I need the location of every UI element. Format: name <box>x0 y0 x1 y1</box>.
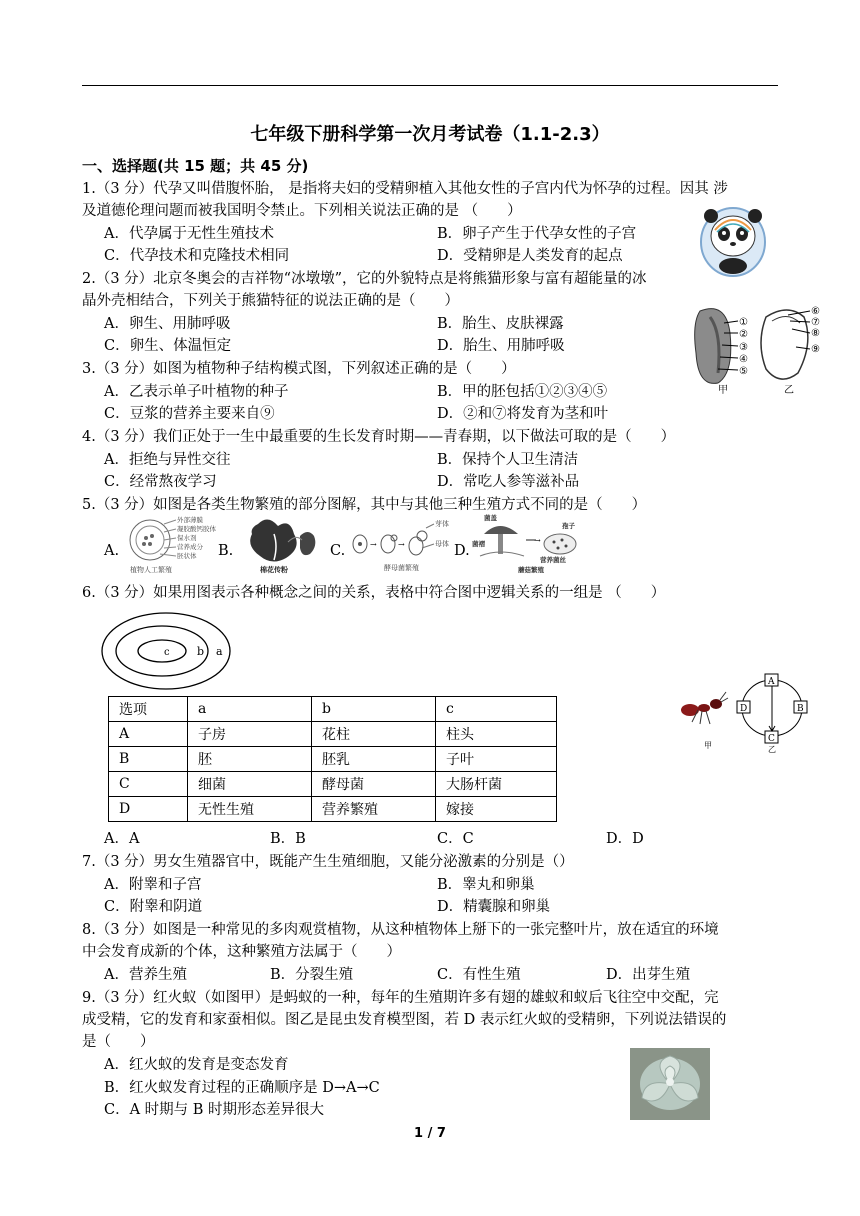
q8-option-a[interactable]: A．营养生殖 <box>104 967 187 983</box>
q5-c-label-mother: 母体 <box>435 540 449 548</box>
q5-image-a-artificial-seed <box>120 514 216 574</box>
q1-option-c[interactable]: C．代孕技术和克隆技术相同 <box>104 248 290 264</box>
seed-num-left-3: ③ <box>739 342 748 353</box>
table-cell: 大肠杆菌 <box>436 772 557 797</box>
table-cell: 无性生殖 <box>188 797 312 822</box>
q2-stem-line2: 晶外壳相结合，下列关于熊猫特征的说法正确的是（ ） <box>82 293 459 309</box>
q8-stem-line1: 8.（3 分）如图是一种常见的多肉观赏植物，从这种植物体上掰下的一张完整叶片，放在适宜的环境 <box>82 922 719 938</box>
table-cell: a <box>188 697 312 722</box>
table-cell: 嫁接 <box>436 797 557 822</box>
q5-image-d-mushroom <box>470 512 582 574</box>
table-row <box>109 747 557 772</box>
q5-stem-line1: 5.（3 分）如图是各类生物繁殖的部分图解，其中与其他三种生殖方式不同的是（ ） <box>82 497 647 513</box>
q4-option-b[interactable]: B．保持个人卫生清洁 <box>437 452 579 468</box>
table-cell: 酵母菌 <box>312 772 436 797</box>
q5-a-label-3: 保水剂 <box>177 534 197 542</box>
page-number: 1 / 7 <box>414 1126 446 1141</box>
table-row <box>109 722 557 747</box>
section-heading: 一、选择题(共 15 题；共 45 分) <box>82 157 309 175</box>
seed-num-right-9: ⑨ <box>811 344 820 355</box>
q7-option-d[interactable]: D．精囊腺和卵巢 <box>437 899 551 915</box>
q5-a-label-2: 凝胶酸钙胶体 <box>177 525 216 533</box>
q9-stem-line2: 成受精，它的发育和家蚕相似。图乙是昆虫发育模型图，若 D 表示红火蚁的受精卵，下列说法错误的 <box>82 1012 727 1028</box>
q8-option-c[interactable]: C．有性生殖 <box>437 967 521 983</box>
q5-a-label-5: 胚状体 <box>177 552 197 560</box>
q1-stem-line1: 1.（3 分）代孕又叫借腹怀胎， 是指将夫妇的受精卵植入其他女性的子宫内代为怀孕的过程。因其 涉 <box>82 181 728 197</box>
q9-option-a[interactable]: A．红火蚁的发育是变态发育 <box>104 1057 289 1073</box>
circle-label-c: c <box>164 647 170 658</box>
bing-dwen-dwen-image <box>693 200 773 280</box>
q5-d-label-mycelium: 营养菌丝 <box>540 556 566 564</box>
q5-a-label-4: 营养成分 <box>177 543 203 551</box>
q7-option-b[interactable]: B．睾丸和卵巢 <box>437 877 535 893</box>
seed-structure-diagram <box>688 303 823 395</box>
table-cell: 选项 <box>109 697 188 722</box>
seed-label-jia: 甲 <box>718 385 728 395</box>
concept-nested-circles-diagram <box>100 610 235 692</box>
table-cell: 胚乳 <box>312 747 436 772</box>
seed-num-left-1: ① <box>739 317 748 328</box>
q9-option-b[interactable]: B．红火蚁发育过程的正确顺序是 D→A→C <box>104 1080 380 1096</box>
cycle-node-b: B <box>797 704 804 714</box>
table-cell: A <box>109 722 188 747</box>
seed-label-yi: 乙 <box>784 385 794 395</box>
table-cell: C <box>109 772 188 797</box>
q1-stem-line2: 及道德伦理问题而被我国明令禁止。下列相关说法正确的是 （ ） <box>82 203 522 219</box>
q3-option-d[interactable]: D．②和⑦将发育为茎和叶 <box>437 406 609 422</box>
table-cell: 柱头 <box>436 722 557 747</box>
circle-label-b: b <box>197 645 205 658</box>
table-cell: 子叶 <box>436 747 557 772</box>
q2-option-d[interactable]: D．胎生、用肺呼吸 <box>437 338 565 354</box>
cycle-label-yi: 乙 <box>768 745 776 754</box>
q2-option-a[interactable]: A．卵生、用肺呼吸 <box>104 316 231 332</box>
table-cell: D <box>109 797 188 822</box>
page-title: 七年级下册科学第一次月考试卷（1.1-2.3） <box>250 124 610 145</box>
q5-c-caption: 酵母菌繁殖 <box>384 564 419 572</box>
q2-option-c[interactable]: C．卵生、体温恒定 <box>104 338 232 354</box>
q7-stem-line1: 7.（3 分）男女生殖器官中，既能产生生殖细胞，又能分泌激素的分别是（） <box>82 854 574 870</box>
q6-option-b[interactable]: B．B <box>270 831 306 847</box>
seed-num-left-5: ⑤ <box>739 366 748 377</box>
q5-option-c[interactable]: C. <box>330 543 346 559</box>
q4-option-a[interactable]: A．拒绝与异性交往 <box>104 452 231 468</box>
q5-image-b-cotton-pollination <box>238 514 322 574</box>
table-cell: 子房 <box>188 722 312 747</box>
q5-option-a[interactable]: A. <box>104 543 120 559</box>
q1-option-b[interactable]: B．卵子产生于代孕女性的子宫 <box>437 226 637 242</box>
header-rule <box>82 85 778 86</box>
cycle-node-c: C <box>768 734 775 744</box>
q5-option-d[interactable]: D. <box>454 543 470 559</box>
circle-label-a: a <box>216 645 223 658</box>
cycle-node-d: D <box>740 704 748 714</box>
q6-option-c[interactable]: C．C <box>437 831 474 847</box>
q1-option-a[interactable]: A．代孕属于无性生殖技术 <box>104 226 274 242</box>
q5-d-label-spore: 孢子 <box>562 522 575 530</box>
q5-d-caption: 蘑菇繁殖 <box>518 566 544 574</box>
q4-option-d[interactable]: D．常吃人参等滋补品 <box>437 474 580 490</box>
table-cell: b <box>312 697 436 722</box>
q9-option-c[interactable]: C．A 时期与 B 时期形态差异很大 <box>104 1102 325 1118</box>
q9-stem-line1: 9.（3 分）红火蚁（如图甲）是蚂蚁的一种，每年的生殖期许多有翅的雄蚁和蚁后飞往空中交配，完 <box>82 990 719 1006</box>
q5-d-label-gill: 菌褶 <box>472 540 485 548</box>
succulent-plant-image <box>630 1048 710 1120</box>
ant-label-jia: 甲 <box>704 741 712 750</box>
table-row <box>109 772 557 797</box>
ant-life-cycle-diagram <box>676 670 816 754</box>
q7-option-c[interactable]: C．附睾和阴道 <box>104 899 203 915</box>
table-cell: 胚 <box>188 747 312 772</box>
cycle-node-a: A <box>768 677 775 687</box>
q5-b-caption: 棉花传粉 <box>260 565 288 574</box>
q5-c-label-bud: 芽体 <box>435 520 449 528</box>
q7-option-a[interactable]: A．附睾和子宫 <box>104 877 202 893</box>
table-row <box>109 697 557 722</box>
table-row <box>109 797 557 822</box>
q4-stem-line1: 4.（3 分）我们正处于一生中最重要的生长发育时期——青春期，以下做法可取的是（ ） <box>82 429 676 445</box>
q8-option-d[interactable]: D．出芽生殖 <box>606 967 691 983</box>
q5-a-caption: 植物人工繁殖 <box>130 566 172 574</box>
q6-option-d[interactable]: D．D <box>606 831 644 847</box>
svg-text:→: → <box>370 540 377 549</box>
seed-num-right-8: ⑧ <box>811 328 820 339</box>
q8-stem-line2: 中会发育成新的个体，这种繁殖方法属于（ ） <box>82 944 401 960</box>
seed-num-left-4: ④ <box>739 354 748 365</box>
q6-option-a[interactable]: A．A <box>104 831 140 847</box>
svg-text:→: → <box>398 540 405 549</box>
q9-stem-line3: 是（ ） <box>82 1034 155 1050</box>
concept-table <box>108 696 557 822</box>
table-cell: 细菌 <box>188 772 312 797</box>
svg-text:→: → <box>534 536 541 545</box>
q6-stem-line1: 6.（3 分）如果用图表示各种概念之间的关系，表格中符合图中逻辑关系的一组是 （ ） <box>82 585 666 601</box>
q3-option-c[interactable]: C．豆浆的营养主要来自⑨ <box>104 406 275 422</box>
q4-option-c[interactable]: C．经常熬夜学习 <box>104 474 217 490</box>
table-cell: c <box>436 697 557 722</box>
q5-image-c-yeast-budding <box>348 514 452 574</box>
q3-option-a[interactable]: A．乙表示单子叶植物的种子 <box>104 384 289 400</box>
q2-stem-line1: 2.（3 分）北京冬奥会的吉祥物“冰墩墩”，它的外貌特点是将熊猫形象与富有超能量的冰 <box>82 271 647 287</box>
q5-a-label-1: 外部薄膜 <box>177 516 203 524</box>
q2-option-b[interactable]: B．胎生、皮肤裸露 <box>437 316 564 332</box>
q8-option-b[interactable]: B．分裂生殖 <box>270 967 354 983</box>
table-cell: 花柱 <box>312 722 436 747</box>
table-cell: 营养繁殖 <box>312 797 436 822</box>
q1-option-d[interactable]: D．受精卵是人类发育的起点 <box>437 248 623 264</box>
q5-option-b[interactable]: B. <box>218 543 234 559</box>
ant-image <box>681 692 728 724</box>
seed-num-right-7: ⑦ <box>811 317 820 328</box>
seed-num-left-2: ② <box>739 329 748 340</box>
q3-stem-line1: 3.（3 分）如图为植物种子结构模式图，下列叙述正确的是（ ） <box>82 361 516 377</box>
table-cell: B <box>109 747 188 772</box>
q3-option-b[interactable]: B．甲的胚包括①②③④⑤ <box>437 384 608 400</box>
seed-num-right-6: ⑥ <box>811 306 820 317</box>
q5-d-label-cap: 菌盖 <box>484 514 497 522</box>
